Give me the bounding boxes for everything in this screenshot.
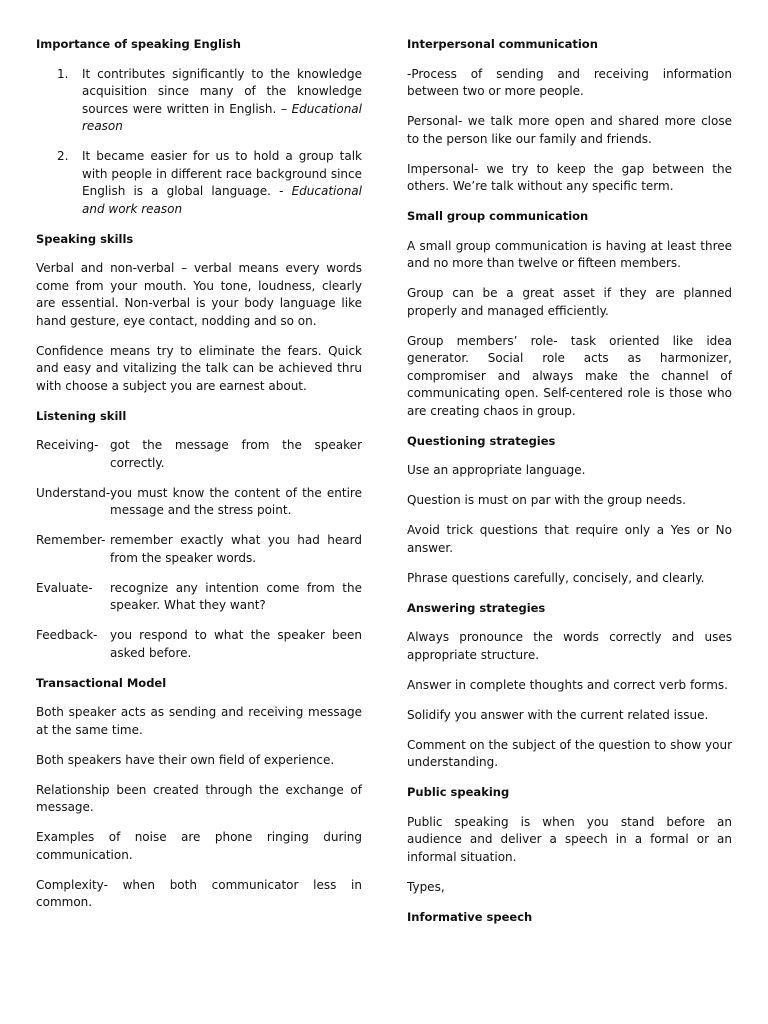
definition-item bbox=[36, 580, 362, 615]
list-item bbox=[36, 148, 362, 218]
heading-transactional-model: Transactional Model bbox=[36, 675, 167, 690]
definition-item bbox=[36, 485, 362, 520]
paragraph: Relationship been created through the exchange of message. bbox=[36, 782, 362, 814]
paragraph: Always pronounce the words correctly and uses appropriate structure. bbox=[407, 630, 732, 662]
paragraph: Both speaker acts as sending and receiving message at the same time. bbox=[36, 705, 362, 737]
definition-term: Feedback- bbox=[36, 628, 98, 642]
list-number: 2. bbox=[57, 149, 69, 163]
list-tag: Educational and work reason bbox=[82, 184, 362, 216]
heading-speaking-skills: Speaking skills bbox=[36, 231, 134, 246]
heading-small-group: Small group communication bbox=[407, 209, 589, 223]
paragraph: Use an appropriate language. bbox=[407, 463, 586, 477]
right-column bbox=[407, 36, 732, 938]
definition-term: Understand- bbox=[36, 485, 111, 500]
definition-text: recognize any intention come from the speaker. What they want? bbox=[110, 580, 362, 612]
definition-item bbox=[36, 532, 362, 567]
heading-public-speaking: Public speaking bbox=[407, 785, 510, 799]
paragraph: Types, bbox=[407, 879, 445, 894]
paragraph: Impersonal- we try to keep the gap between the others. We’re talk without any specific term. bbox=[407, 161, 732, 193]
paragraph: Solidify you answer with the current related issue. bbox=[407, 707, 709, 722]
heading-informative-speech: Informative speech bbox=[407, 909, 533, 924]
paragraph: Public speaking is when you stand before an audience and deliver a speech in a formal or an informal situation. bbox=[407, 814, 732, 864]
definition-item bbox=[36, 437, 362, 472]
heading-answering: Answering strategies bbox=[407, 600, 546, 615]
heading-importance: Importance of speaking English bbox=[36, 37, 241, 51]
paragraph: Both speakers have their own field of experience. bbox=[36, 752, 335, 767]
definition-text: you respond to what the speaker been asked before. bbox=[110, 628, 362, 660]
paragraph: Examples of noise are phone ringing during communication. bbox=[36, 830, 362, 862]
definition-text: you must know the content of the entire message and the stress point. bbox=[110, 485, 362, 517]
list-text: It became easier for us to hold a group talk with people in different race background since English is a global language. - bbox=[82, 149, 362, 198]
list-tag: Educational reason bbox=[82, 101, 362, 133]
heading-interpersonal: Interpersonal communication bbox=[407, 37, 598, 51]
left-column bbox=[36, 36, 362, 924]
paragraph: -Process of sending and receiving information between two or more people. bbox=[407, 66, 732, 98]
paragraph: Confidence means try to eliminate the fears. Quick and easy and vitalizing the talk can be achieved thru with choose a subject you are earnest about. bbox=[36, 343, 362, 393]
list-number: 1. bbox=[57, 66, 69, 81]
heading-listening-skill: Listening skill bbox=[36, 408, 127, 423]
paragraph: Group members’ role- task oriented like idea generator. Social role acts as harmonizer, compromiser and always make the channel of communicating open. Self-centered role is those who are creating chaos in group. bbox=[407, 333, 732, 418]
heading-questioning: Questioning strategies bbox=[407, 433, 556, 448]
list-text: It contributes significantly to the knowledge acquisition since many of the knowledge sources were written in English. – bbox=[82, 66, 362, 116]
paragraph: Group can be a great asset if they are planned properly and managed efficiently. bbox=[407, 286, 732, 318]
paragraph: Question is must on par with the group needs. bbox=[407, 493, 686, 507]
paragraph: Personal- we talk more open and shared more close to the person like our family and friends. bbox=[407, 114, 732, 146]
definition-term: Receiving- bbox=[36, 438, 99, 452]
definition-item bbox=[36, 627, 362, 662]
definition-text: got the message from the speaker correctly. bbox=[110, 438, 362, 470]
list-item bbox=[36, 66, 362, 136]
paragraph: Avoid trick questions that require only a Yes or No answer. bbox=[407, 523, 732, 555]
paragraph: Verbal and non-verbal – verbal means every words come from your mouth. You tone, loudness, clearly are essential. Non-verbal is your body language like hand gesture, eye contact, nodding and so on. bbox=[36, 261, 362, 328]
paragraph: Answer in complete thoughts and correct verb forms. bbox=[407, 677, 728, 692]
paragraph: A small group communication is having at least three and no more than twelve or fifteen members. bbox=[407, 238, 732, 270]
definition-term: Remember- bbox=[36, 533, 106, 547]
definition-term: Evaluate- bbox=[36, 580, 93, 595]
importance-list bbox=[36, 66, 362, 219]
paragraph: Phrase questions carefully, concisely, and clearly. bbox=[407, 570, 705, 585]
paragraph: Comment on the subject of the question to show your understanding. bbox=[407, 737, 732, 769]
paragraph: Complexity- when both communicator less in common. bbox=[36, 877, 362, 909]
definition-text: remember exactly what you had heard from the speaker words. bbox=[110, 533, 362, 565]
